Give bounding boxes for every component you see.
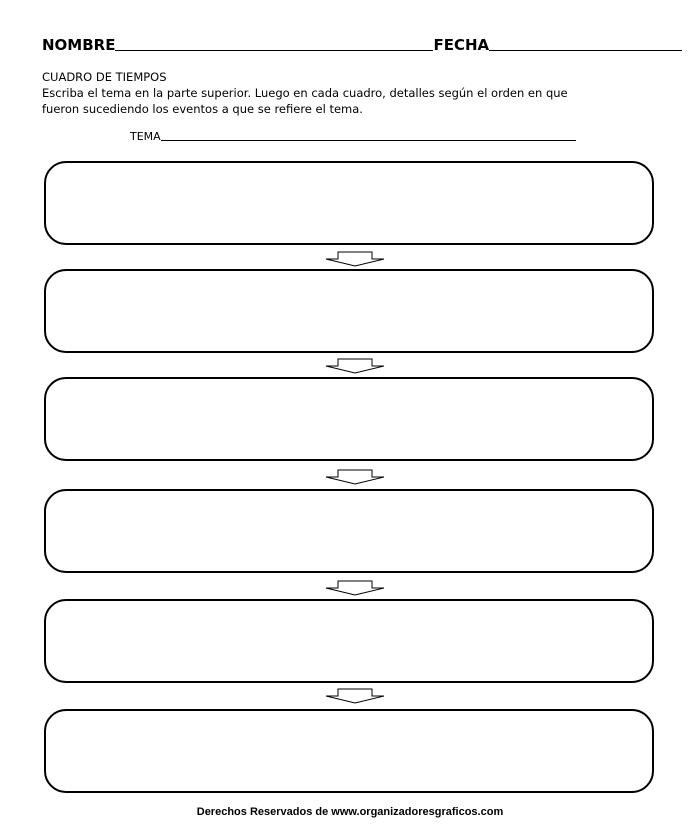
down-arrow-icon <box>324 358 386 374</box>
header-row <box>42 30 682 54</box>
timeline-box-6[interactable] <box>44 709 654 793</box>
fecha-label: FECHA <box>433 36 490 54</box>
down-arrow-icon <box>324 469 386 485</box>
down-arrow-icon <box>324 580 386 596</box>
instructions <box>42 69 602 117</box>
instructions-line-1: Escriba el tema en la parte superior. Luego en cada cuadro, detalles según el orden en que <box>42 86 568 100</box>
down-arrow-icon <box>324 251 386 267</box>
tema-label: TEMA <box>130 130 161 143</box>
nombre-field-line[interactable] <box>115 34 433 51</box>
instructions-title: CUADRO DE TIEMPOS <box>42 70 167 84</box>
timeline-box-2[interactable] <box>44 269 654 353</box>
timeline-box-5[interactable] <box>44 599 654 683</box>
down-arrow-icon <box>324 688 386 704</box>
tema-row <box>130 128 576 143</box>
nombre-label: NOMBRE <box>42 36 116 54</box>
timeline-box-3[interactable] <box>44 377 654 461</box>
fecha-field-line[interactable] <box>489 34 682 51</box>
tema-field-line[interactable] <box>161 128 576 141</box>
footer-copyright: Derechos Reservados de www.organizadoresgraficos.com <box>196 806 504 818</box>
timeline-box-1[interactable] <box>44 161 654 245</box>
instructions-line-2: fueron sucediendo los eventos a que se refiere el tema. <box>42 102 363 116</box>
timeline-box-4[interactable] <box>44 489 654 573</box>
